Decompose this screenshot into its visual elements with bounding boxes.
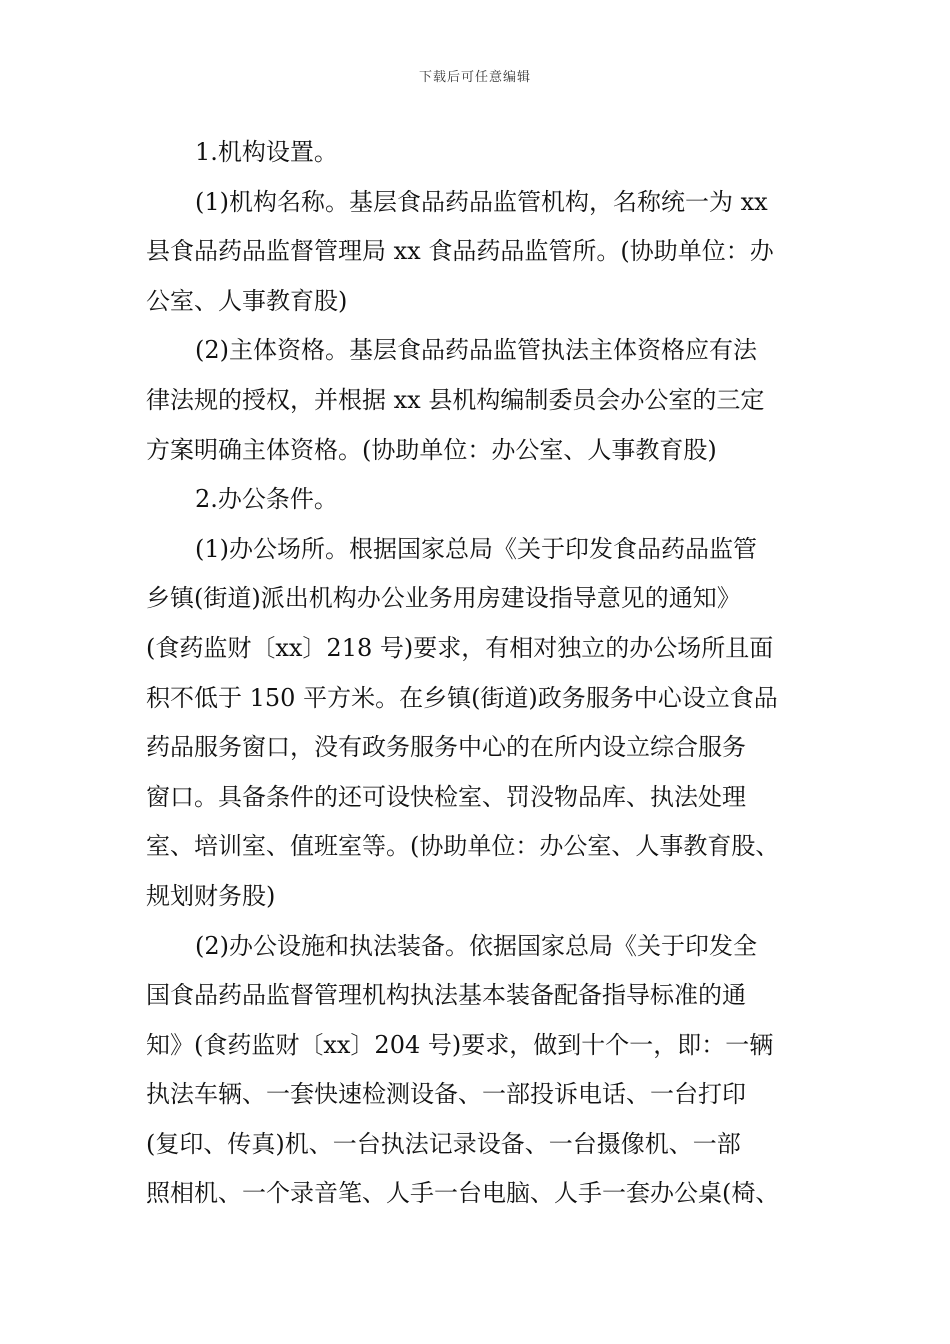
text-line: 方案明确主体资格。(协助单位：办公室、人事教育股) xyxy=(146,435,717,464)
text-line: (复印、传真)机、一台执法记录设备、一台摄像机、一部 xyxy=(146,1129,741,1158)
text-line: 国食品药品监督管理机构执法基本装备配备指导标准的通 xyxy=(146,981,746,1010)
text-line: 积不低于 150 平方米。在乡镇(街道)政务服务中心设立食品 xyxy=(146,683,778,712)
text-line: (1)办公场所。根据国家总局《关于印发食品药品监管 xyxy=(195,534,757,563)
text-line: (1)机构名称。基层食品药品监管机构，名称统一为 xx xyxy=(195,187,768,216)
page-header: 下载后可任意编辑 xyxy=(418,70,531,85)
text-line: 室、培训室、值班室等。(协助单位：办公室、人事教育股、 xyxy=(146,832,780,861)
text-line: (2)主体资格。基层食品药品监管执法主体资格应有法 xyxy=(195,336,757,365)
text-line: 公室、人事教育股) xyxy=(146,286,348,315)
text-line: 1.机构设置。 xyxy=(195,138,338,166)
document-body xyxy=(146,128,836,1219)
text-line: 执法车辆、一套快速检测设备、一部投诉电话、一台打印 xyxy=(146,1080,746,1109)
text-line: 乡镇(街道)派出机构办公业务用房建设指导意见的通知》 xyxy=(146,584,741,613)
text-line: 县食品药品监督管理局 xx 食品药品监管所。(协助单位：办 xyxy=(146,237,774,266)
text-line: 律法规的授权，并根据 xx 县机构编制委员会办公室的三定 xyxy=(146,385,765,414)
text-line: 窗口。具备条件的还可设快检室、罚没物品库、执法处理 xyxy=(146,782,746,811)
text-line: (食药监财〔xx〕218 号)要求，有相对独立的办公场所且面 xyxy=(146,633,774,662)
text-line: (2)办公设施和执法装备。依据国家总局《关于印发全 xyxy=(195,931,757,960)
text-line: 照相机、一个录音笔、人手一台电脑、人手一套办公桌(椅、 xyxy=(146,1179,780,1208)
text-line: 规划财务股) xyxy=(146,881,276,910)
text-line: 2.办公条件。 xyxy=(195,485,338,514)
text-line: 知》(食药监财〔xx〕204 号)要求，做到十个一，即：一辆 xyxy=(146,1030,774,1059)
text-line: 药品服务窗口，没有政务服务中心的在所内设立综合服务 xyxy=(146,733,746,762)
